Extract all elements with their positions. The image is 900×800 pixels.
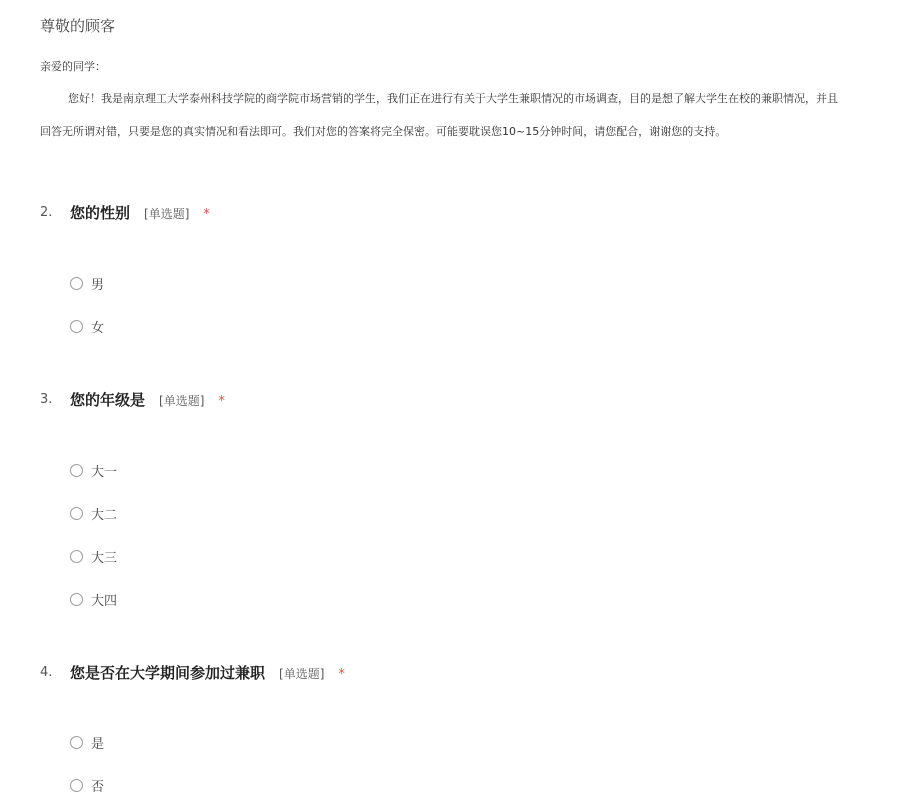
option-label: 否 xyxy=(91,779,105,795)
question-gender xyxy=(40,202,900,336)
radio-button[interactable] xyxy=(70,507,83,520)
question-type-label: [单选题] xyxy=(279,667,325,681)
option-grade-4[interactable] xyxy=(70,589,117,609)
option-grade-3[interactable] xyxy=(70,546,117,566)
question-title-row xyxy=(40,389,900,413)
question-number: 3. xyxy=(40,392,53,407)
required-marker: * xyxy=(218,394,225,409)
option-label: 大一 xyxy=(91,464,118,480)
option-label: 大三 xyxy=(91,550,118,566)
intro-text-line-2: 回答无所谓对错，只要是您的真实情况和看法即可。我们对您的答案将完全保密。可能要耽误您10~15分钟时间，请您配合，谢谢您的支持。 xyxy=(40,125,727,138)
intro-text-line-1: 您好！我是南京理工大学泰州科技学院的商学院市场营销的学生，我们正在进行有关于大学生兼职情况的市场调查，目的是想了解大学生在校的兼职情况，并且 xyxy=(68,92,838,105)
question-title xyxy=(70,389,225,410)
question-title xyxy=(70,202,210,223)
option-grade-1[interactable] xyxy=(70,460,117,480)
radio-button[interactable] xyxy=(70,464,83,477)
question-number: 2. xyxy=(40,205,53,220)
option-part-time-no[interactable] xyxy=(70,775,104,795)
option-grade-2[interactable] xyxy=(70,503,117,523)
question-title xyxy=(70,662,345,683)
question-title-row xyxy=(40,662,900,686)
greeting-heading: 尊敬的顾客 xyxy=(40,17,116,35)
option-label: 大二 xyxy=(91,507,118,523)
question-title-text: 您的年级是 xyxy=(70,391,146,409)
radio-button[interactable] xyxy=(70,736,83,749)
required-marker: * xyxy=(338,667,345,682)
option-label: 是 xyxy=(91,736,105,752)
radio-button[interactable] xyxy=(70,320,83,333)
option-gender-male[interactable] xyxy=(70,273,104,293)
radio-button[interactable] xyxy=(70,277,83,290)
option-part-time-yes[interactable] xyxy=(70,732,104,752)
radio-button[interactable] xyxy=(70,779,83,792)
question-title-text: 您的性别 xyxy=(70,204,131,222)
question-title-text: 您是否在大学期间参加过兼职 xyxy=(70,664,266,682)
option-gender-female[interactable] xyxy=(70,316,104,336)
radio-button[interactable] xyxy=(70,593,83,606)
option-label: 女 xyxy=(91,320,105,336)
question-type-label: [单选题] xyxy=(144,207,190,221)
question-type-label: [单选题] xyxy=(159,394,205,408)
option-label: 大四 xyxy=(91,593,118,609)
question-grade xyxy=(40,389,900,609)
question-part-time xyxy=(40,662,900,795)
option-label: 男 xyxy=(91,277,105,293)
question-title-row xyxy=(40,202,900,226)
salutation-text: 亲爱的同学： xyxy=(40,60,106,73)
radio-button[interactable] xyxy=(70,550,83,563)
required-marker: * xyxy=(203,207,210,222)
question-number: 4. xyxy=(40,665,53,680)
